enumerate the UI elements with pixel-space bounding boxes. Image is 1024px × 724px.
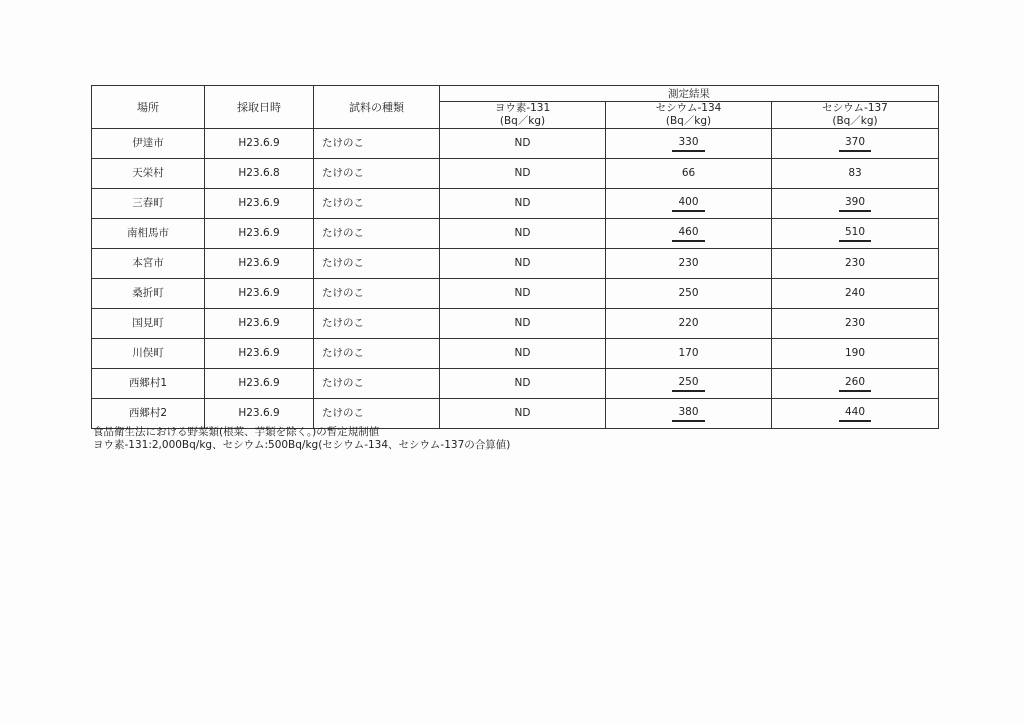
cell-iodine (440, 219, 606, 249)
table-row (92, 369, 939, 399)
cell-date (205, 279, 314, 309)
cell-date (205, 309, 314, 339)
cell-location (92, 219, 205, 249)
header-cs134 (606, 102, 772, 129)
cell-cs137-value: 190 (844, 346, 866, 359)
header-cs137 (772, 102, 939, 129)
cell-sample-value: たけのこ (322, 377, 364, 389)
cell-iodine (440, 249, 606, 279)
cell-date (205, 159, 314, 189)
header-measurement: 測定結果 (440, 86, 939, 102)
header-iodine-label: ヨウ素-131 (494, 102, 551, 114)
cell-location-value: 本宮市 (132, 257, 164, 269)
cell-iodine-value: ND (514, 136, 531, 149)
cell-location (92, 159, 205, 189)
cell-iodine-value: ND (514, 166, 531, 179)
cell-date-value: H23.6.8 (238, 166, 280, 179)
cell-sample-value: たけのこ (322, 257, 364, 269)
cell-location-value: 西郷村1 (128, 377, 168, 389)
cell-cs137-value: 230 (844, 316, 866, 329)
cell-cs134 (606, 249, 772, 279)
cell-location (92, 129, 205, 159)
cell-sample (314, 249, 440, 279)
measurement-table (91, 85, 939, 429)
table-row (92, 129, 939, 159)
cell-date-value: H23.6.9 (238, 136, 280, 149)
cell-date-value: H23.6.9 (238, 376, 280, 389)
cell-sample (314, 339, 440, 369)
cell-cs134-value: 230 (678, 256, 699, 269)
cell-iodine-value: ND (514, 376, 531, 389)
cell-cs137 (772, 399, 939, 429)
cell-date-value: H23.6.9 (238, 286, 280, 299)
cell-cs137 (772, 249, 939, 279)
header-iodine (440, 102, 606, 129)
header-cs137-unit: (Bq／kg) (832, 115, 878, 127)
cell-sample-value: たけのこ (322, 347, 364, 359)
cell-iodine (440, 339, 606, 369)
cell-location (92, 309, 205, 339)
cell-iodine (440, 159, 606, 189)
cell-sample (314, 369, 440, 399)
table-row (92, 159, 939, 189)
cell-cs137-value: 390 (839, 196, 871, 212)
cell-date (205, 249, 314, 279)
cell-cs137-value: 83 (848, 166, 862, 179)
cell-iodine (440, 369, 606, 399)
cell-cs137-value: 230 (844, 256, 866, 269)
cell-sample (314, 279, 440, 309)
cell-cs137 (772, 309, 939, 339)
cell-iodine (440, 279, 606, 309)
cell-cs137-value: 510 (839, 226, 871, 242)
cell-sample (314, 129, 440, 159)
cell-location-value: 天栄村 (132, 167, 164, 179)
header-date: 採取日時 (205, 86, 314, 129)
cell-sample-value: たけのこ (322, 197, 364, 209)
header-cs137-label: セシウム-137 (822, 102, 888, 114)
cell-cs134-value: 460 (672, 226, 704, 242)
table-row (92, 399, 939, 429)
cell-iodine-value: ND (514, 406, 531, 419)
cell-cs134-value: 66 (681, 166, 696, 179)
cell-iodine (440, 309, 606, 339)
cell-date-value: H23.6.9 (238, 196, 280, 209)
header-cs134-label: セシウム-134 (655, 102, 722, 114)
header-cs134-unit: (Bq／kg) (665, 115, 712, 127)
cell-date-value: H23.6.9 (238, 316, 280, 329)
cell-sample (314, 159, 440, 189)
table-row (92, 279, 939, 309)
cell-date (205, 129, 314, 159)
table-row (92, 309, 939, 339)
table-body (92, 129, 939, 429)
header-location: 場所 (92, 86, 205, 129)
cell-iodine-value: ND (514, 226, 531, 239)
regulation-notes (93, 426, 510, 452)
cell-sample (314, 309, 440, 339)
cell-location (92, 279, 205, 309)
cell-cs137-value: 260 (839, 376, 871, 392)
cell-iodine (440, 189, 606, 219)
cell-cs137-value: 440 (839, 406, 871, 422)
cell-date-value: H23.6.9 (238, 346, 280, 359)
table-row (92, 189, 939, 219)
cell-iodine-value: ND (514, 256, 531, 269)
cell-location (92, 189, 205, 219)
cell-cs137-value: 370 (839, 136, 871, 152)
cell-sample-value: たけのこ (322, 317, 364, 329)
cell-date (205, 369, 314, 399)
cell-location-value: 伊達市 (132, 137, 164, 149)
cell-cs134-value: 250 (678, 286, 699, 299)
cell-date (205, 219, 314, 249)
header-row-1 (92, 86, 939, 102)
cell-iodine (440, 129, 606, 159)
cell-location (92, 249, 205, 279)
cell-cs134 (606, 129, 772, 159)
note-line-1: 食品衛生法における野菜類(根菜、芋類を除く。)の暫定規制値 (93, 426, 380, 438)
cell-cs134-value: 220 (678, 316, 699, 329)
note-line-2: ヨウ素-131:2,000Bq/kg、セシウム:500Bq/kg(セシウム-134、セシウム-137の合算値) (93, 439, 511, 451)
cell-sample (314, 399, 440, 429)
cell-sample-value: たけのこ (322, 227, 364, 239)
cell-iodine-value: ND (514, 196, 531, 209)
cell-iodine-value: ND (514, 286, 531, 299)
cell-cs134-value: 400 (672, 196, 704, 212)
cell-date (205, 339, 314, 369)
cell-sample-value: たけのこ (322, 167, 364, 179)
cell-date-value: H23.6.9 (238, 406, 280, 419)
cell-iodine-value: ND (514, 316, 531, 329)
cell-cs134-value: 170 (678, 346, 699, 359)
cell-date-value: H23.6.9 (238, 226, 280, 239)
cell-cs134-value: 380 (672, 406, 704, 422)
cell-cs134 (606, 279, 772, 309)
cell-location (92, 399, 205, 429)
cell-sample-value: たけのこ (322, 287, 364, 299)
cell-cs134-value: 330 (672, 136, 704, 152)
cell-cs134 (606, 189, 772, 219)
table-row (92, 339, 939, 369)
cell-cs137 (772, 369, 939, 399)
cell-date (205, 399, 314, 429)
cell-location-value: 川俣町 (132, 347, 164, 359)
cell-sample (314, 189, 440, 219)
cell-cs134-value: 250 (672, 376, 704, 392)
cell-location-value: 西郷村2 (128, 407, 168, 419)
cell-sample (314, 219, 440, 249)
cell-cs137 (772, 339, 939, 369)
cell-iodine (440, 399, 606, 429)
header-sample-type: 試料の種類 (314, 86, 440, 129)
cell-cs137 (772, 129, 939, 159)
cell-sample-value: たけのこ (322, 407, 364, 419)
cell-cs134 (606, 339, 772, 369)
cell-location (92, 339, 205, 369)
cell-cs134 (606, 219, 772, 249)
cell-date-value: H23.6.9 (238, 256, 280, 269)
cell-cs137 (772, 219, 939, 249)
cell-date (205, 189, 314, 219)
cell-cs137 (772, 279, 939, 309)
cell-cs134 (606, 399, 772, 429)
cell-location-value: 国見町 (132, 317, 164, 329)
table-row (92, 249, 939, 279)
cell-location-value: 桑折町 (132, 287, 164, 299)
cell-cs134 (606, 159, 772, 189)
cell-cs137-value: 240 (844, 286, 866, 299)
cell-cs137 (772, 159, 939, 189)
cell-sample-value: たけのこ (322, 137, 364, 149)
table-row (92, 219, 939, 249)
cell-location-value: 三春町 (132, 197, 164, 209)
header-iodine-unit: (Bq／kg) (499, 115, 546, 127)
cell-cs134 (606, 309, 772, 339)
cell-location-value: 南相馬市 (127, 227, 169, 239)
cell-cs134 (606, 369, 772, 399)
cell-iodine-value: ND (514, 346, 531, 359)
cell-location (92, 369, 205, 399)
cell-cs137 (772, 189, 939, 219)
